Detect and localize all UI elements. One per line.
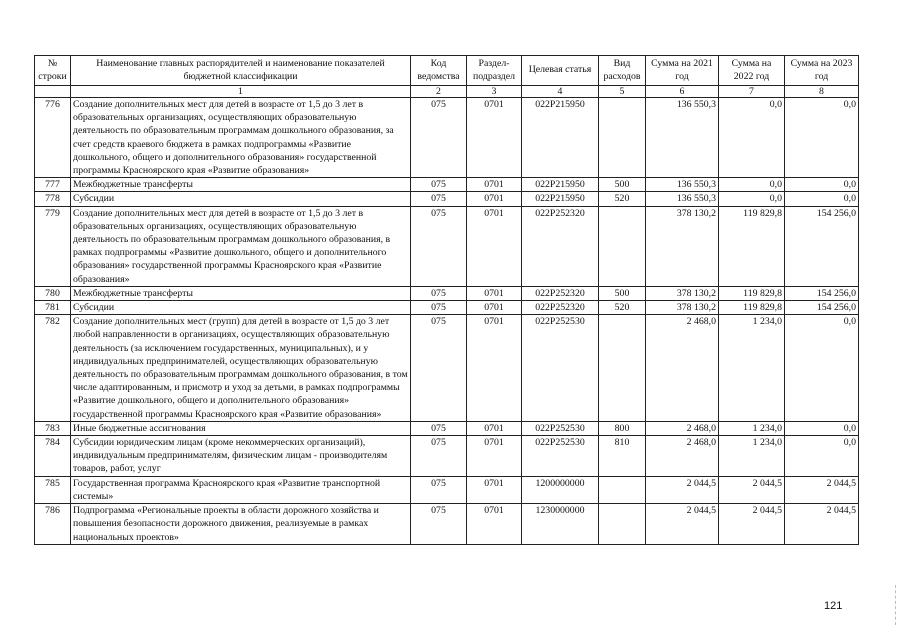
- department-code-cell: 075: [411, 286, 467, 300]
- column-number: 1: [71, 86, 411, 98]
- column-number: 8: [785, 86, 859, 98]
- target-article-cell: 022P215950: [522, 178, 599, 192]
- target-article-cell: 1200000000: [522, 476, 599, 503]
- row-number-cell: 778: [35, 192, 71, 206]
- sum-2022-cell: 0,0: [719, 98, 785, 178]
- row-number-cell: 786: [35, 504, 71, 545]
- target-article-cell: 022P252530: [522, 436, 599, 477]
- sum-2021-cell: 136 550,3: [646, 98, 719, 178]
- header-sum-2023: Сумма на 2023 год: [785, 56, 859, 86]
- column-number: 3: [467, 86, 522, 98]
- sum-2021-cell: 136 550,3: [646, 178, 719, 192]
- table-row: [35, 286, 859, 300]
- department-code-cell: 075: [411, 436, 467, 477]
- sum-2022-cell: 119 829,8: [719, 301, 785, 315]
- sum-2021-cell: 378 130,2: [646, 206, 719, 286]
- table-row: [35, 301, 859, 315]
- target-article-cell: 022P215950: [522, 98, 599, 178]
- column-number: 4: [522, 86, 599, 98]
- table-row: [35, 421, 859, 435]
- sum-2022-cell: 1 234,0: [719, 421, 785, 435]
- row-name-cell: Создание дополнительных мест для детей в возрасте от 1,5 до 3 лет в образовательных организациях, осуществляющих образовательную деятельность по образовательным программам дошкольного образования, в рамках подпрограммы «Развитие дошкольного, общего и дополнительного образования» государственной программы Красноярского края «Развитие образования»: [71, 206, 411, 286]
- row-name-cell: Межбюджетные трансферты: [71, 178, 411, 192]
- header-row-number: № строки: [35, 56, 71, 86]
- sum-2023-cell: 2 044,5: [785, 476, 859, 503]
- target-article-cell: 1230000000: [522, 504, 599, 545]
- department-code-cell: 075: [411, 98, 467, 178]
- section-cell: 0701: [467, 476, 522, 503]
- target-article-cell: 022P252320: [522, 206, 599, 286]
- row-number-cell: 782: [35, 315, 71, 422]
- expense-type-cell: [599, 315, 646, 422]
- sum-2022-cell: 119 829,8: [719, 206, 785, 286]
- page-number: 121: [824, 600, 843, 612]
- sum-2022-cell: 119 829,8: [719, 286, 785, 300]
- column-number: [35, 86, 71, 98]
- row-number-cell: 777: [35, 178, 71, 192]
- table-row: [35, 315, 859, 422]
- sum-2022-cell: 1 234,0: [719, 315, 785, 422]
- table-row: [35, 178, 859, 192]
- table-body: [35, 98, 859, 545]
- target-article-cell: 022P252530: [522, 421, 599, 435]
- target-article-cell: 022P215950: [522, 192, 599, 206]
- table-row: [35, 98, 859, 178]
- row-name-cell: Государственная программа Красноярского края «Развитие транспортной системы»: [71, 476, 411, 503]
- sum-2021-cell: 378 130,2: [646, 286, 719, 300]
- header-target-article: Целевая статья: [522, 56, 599, 86]
- department-code-cell: 075: [411, 192, 467, 206]
- table-row: [35, 192, 859, 206]
- sum-2021-cell: 136 550,3: [646, 192, 719, 206]
- row-name-cell: Создание дополнительных мест для детей в возрасте от 1,5 до 3 лет в образовательных организациях, осуществляющих образовательную деятельность по образовательным программам дошкольного образования, за счет средств краевого бюджета в рамках подпрограммы «Развитие дошкольного, общего и дополнительного образования» государственной программы Красноярского края «Развитие образования»: [71, 98, 411, 178]
- sum-2022-cell: 1 234,0: [719, 436, 785, 477]
- department-code-cell: 075: [411, 476, 467, 503]
- row-number-cell: 781: [35, 301, 71, 315]
- target-article-cell: 022P252320: [522, 301, 599, 315]
- department-code-cell: 075: [411, 178, 467, 192]
- sum-2021-cell: 2 044,5: [646, 504, 719, 545]
- sum-2022-cell: 0,0: [719, 192, 785, 206]
- expense-type-cell: [599, 206, 646, 286]
- sum-2023-cell: 0,0: [785, 178, 859, 192]
- expense-type-cell: 810: [599, 436, 646, 477]
- row-number-cell: 779: [35, 206, 71, 286]
- section-cell: 0701: [467, 301, 522, 315]
- column-number-row: [35, 86, 859, 98]
- row-number-cell: 784: [35, 436, 71, 477]
- expense-type-cell: [599, 504, 646, 545]
- expense-type-cell: 520: [599, 192, 646, 206]
- row-name-cell: Субсидии: [71, 301, 411, 315]
- column-number: 5: [599, 86, 646, 98]
- row-name-cell: Субсидии: [71, 192, 411, 206]
- row-name-cell: Подпрограмма «Региональные проекты в области дорожного хозяйства и повышения безопасности дорожного движения, реализуемые в рамках национальных проектов»: [71, 504, 411, 545]
- expense-type-cell: 800: [599, 421, 646, 435]
- row-number-cell: 780: [35, 286, 71, 300]
- sum-2023-cell: 154 256,0: [785, 286, 859, 300]
- sum-2022-cell: 0,0: [719, 178, 785, 192]
- expense-type-cell: [599, 98, 646, 178]
- budget-table: [34, 55, 859, 545]
- target-article-cell: 022P252530: [522, 315, 599, 422]
- row-name-cell: Межбюджетные трансферты: [71, 286, 411, 300]
- section-cell: 0701: [467, 206, 522, 286]
- section-cell: 0701: [467, 192, 522, 206]
- row-name-cell: Создание дополнительных мест (групп) для детей в возрасте от 1,5 до 3 лет любой направленности в организациях, осуществляющих образовательную деятельность (за исключением государственных, муниципальных), и у индивидуальных предпринимателей, осуществляющих образовательную деятельность по образовательным программам дошкольного образования, в том числе адаптированным, и присмотр и уход за детьми, в рамках подпрограммы «Развитие дошкольного, общего и дополнительного образования» государственной программы Красноярского края «Развитие образования»: [71, 315, 411, 422]
- table-header: [35, 56, 859, 98]
- header-section: Раздел-подраздел: [467, 56, 522, 86]
- expense-type-cell: [599, 476, 646, 503]
- section-cell: 0701: [467, 98, 522, 178]
- sum-2021-cell: 2 468,0: [646, 436, 719, 477]
- sum-2021-cell: 2 468,0: [646, 315, 719, 422]
- sum-2023-cell: 0,0: [785, 98, 859, 178]
- header-name: Наименование главных распорядителей и наименование показателей бюджетной классификации: [71, 56, 411, 86]
- table-row: [35, 436, 859, 477]
- sum-2022-cell: 2 044,5: [719, 504, 785, 545]
- sum-2021-cell: 378 130,2: [646, 301, 719, 315]
- header-expense-type: Вид расходов: [599, 56, 646, 86]
- column-number: 2: [411, 86, 467, 98]
- header-sum-2022: Сумма на 2022 год: [719, 56, 785, 86]
- target-article-cell: 022P252320: [522, 286, 599, 300]
- sum-2021-cell: 2 468,0: [646, 421, 719, 435]
- department-code-cell: 075: [411, 206, 467, 286]
- scan-edge-mark: [895, 585, 897, 625]
- department-code-cell: 075: [411, 421, 467, 435]
- expense-type-cell: 520: [599, 301, 646, 315]
- row-number-cell: 785: [35, 476, 71, 503]
- section-cell: 0701: [467, 436, 522, 477]
- table-row: [35, 476, 859, 503]
- sum-2023-cell: 2 044,5: [785, 504, 859, 545]
- section-cell: 0701: [467, 315, 522, 422]
- department-code-cell: 075: [411, 301, 467, 315]
- department-code-cell: 075: [411, 504, 467, 545]
- row-name-cell: Иные бюджетные ассигнования: [71, 421, 411, 435]
- sum-2023-cell: 0,0: [785, 315, 859, 422]
- table-row: [35, 206, 859, 286]
- sum-2023-cell: 0,0: [785, 192, 859, 206]
- section-cell: 0701: [467, 421, 522, 435]
- sum-2023-cell: 0,0: [785, 436, 859, 477]
- expense-type-cell: 500: [599, 178, 646, 192]
- section-cell: 0701: [467, 286, 522, 300]
- sum-2023-cell: 154 256,0: [785, 206, 859, 286]
- section-cell: 0701: [467, 504, 522, 545]
- sum-2021-cell: 2 044,5: [646, 476, 719, 503]
- sum-2023-cell: 0,0: [785, 421, 859, 435]
- header-sum-2021: Сумма на 2021 год: [646, 56, 719, 86]
- row-number-cell: 783: [35, 421, 71, 435]
- row-name-cell: Субсидии юридическим лицам (кроме некоммерческих организаций), индивидуальным предпринимателям, физическим лицам - производителям товаров, работ, услуг: [71, 436, 411, 477]
- sum-2023-cell: 154 256,0: [785, 301, 859, 315]
- expense-type-cell: 500: [599, 286, 646, 300]
- column-number: 7: [719, 86, 785, 98]
- column-number: 6: [646, 86, 719, 98]
- sum-2022-cell: 2 044,5: [719, 476, 785, 503]
- table-row: [35, 504, 859, 545]
- department-code-cell: 075: [411, 315, 467, 422]
- section-cell: 0701: [467, 178, 522, 192]
- row-number-cell: 776: [35, 98, 71, 178]
- header-department-code: Код ведомства: [411, 56, 467, 86]
